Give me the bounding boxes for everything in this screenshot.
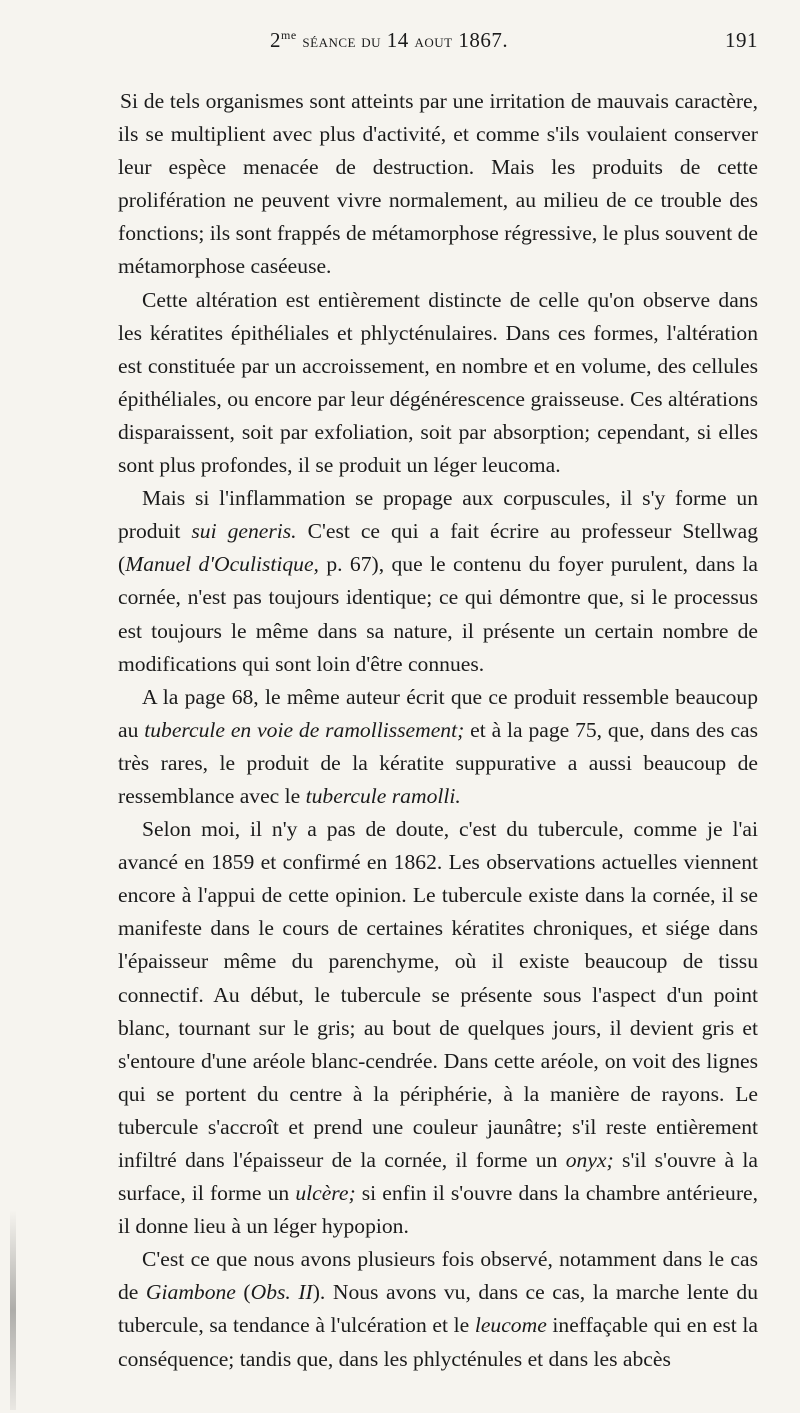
text-run: C'est ce que nous avons plusieurs fois observé, notamment dans le cas de <box>118 1247 758 1305</box>
running-header <box>118 28 758 64</box>
text-run: Cette altération est entièrement distincte de celle qu'on observe dans les kératites épithéliales et phlycténulaires. Dans ces formes, l'altération est constituée par un accroissement, en nombre et en volume, des cellules épithéliales, ou encore par leur dégénérescence graisseuse. Ces altérations disparaissent, soit par exfoliation, soit par absorption; cependant, si elles sont plus profondes, il se produit un léger leucoma. <box>118 287 758 478</box>
text-run: Si de tels organismes sont atteints par une irritation de mauvais caractère, ils se multiplient avec plus d'activité, et comme s'ils voulaient conserver leur espèce menacée de destruction. Mais les produits de cette prolifération ne peuvent vivre normalement, au milieu de ce trouble des fonctions; ils sont frappés de métamorphose régressive, le plus souvent de métamorphose caséeuse. <box>118 89 758 279</box>
session-day: 14 <box>386 28 409 52</box>
italic-text-run: leucome <box>474 1313 547 1338</box>
session-ordinal-suffix: me <box>281 28 297 42</box>
italic-text-run: ulcère; <box>295 1181 356 1206</box>
scan-edge-smudge <box>10 1210 16 1410</box>
text-run: ineffaçable qui en est la conséquence; tandis que, dans les phlycténules et dans les abcès <box>118 1313 758 1371</box>
body-text <box>118 85 758 1376</box>
paragraph <box>118 85 758 284</box>
text-run: Selon moi, il n'y a pas de doute, c'est du tubercule, comme je l'ai avancé en 1859 et confirmé en 1862. Les observations actuelles viennent encore à l'appui de cette opinion. Le tubercule existe dans la cornée, il se manifeste dans le cours de certaines kératites chroniques, et siége dans l'épaisseur même du parenchyme, où il existe beaucoup de tissu connectif. Au début, le tubercule se présente sous l'aspect d'un point blanc, tournant sur le gris; au bout de quelques jours, il devient gris et s'entoure d'une aréole blanc-cendrée. Dans cette aréole, on voit des lignes qui se portent du centre à la périphérie, à la manière de rayons. Le tubercule s'accroît et prend une couleur jaunâtre; s'il reste entièrement infiltré dans l'épaisseur de la cornée, il forme un <box>118 817 758 1172</box>
italic-text-run: Manuel d'Oculistique, <box>125 552 319 577</box>
paragraph <box>118 813 758 1243</box>
page-number: 191 <box>725 28 758 52</box>
session-year: 1867. <box>458 28 509 52</box>
text-run: ). Nous avons vu, dans ce cas, la marche lente du tubercule, sa tendance à l'ulcération et le <box>118 1280 759 1338</box>
session-label: séance du <box>302 31 382 52</box>
text-run: A la page 68, le même auteur écrit que ce produit ressemble beaucoup au <box>118 684 758 742</box>
paragraph <box>118 1243 758 1375</box>
text-run: s'il s'ouvre à la surface, il forme un <box>118 1148 759 1206</box>
text-run: C'est ce qui a fait écrire au professeur Stellwag ( <box>118 519 758 577</box>
paragraph <box>118 681 758 813</box>
text-run: si enfin il s'ouvre dans la chambre antérieure, il donne lieu à un léger hypopion. <box>118 1181 758 1239</box>
italic-text-run: onyx; <box>565 1148 614 1172</box>
book-page <box>118 28 758 1376</box>
text-run: p. 67), que le contenu du foyer purulent, dans la cornée, n'est pas toujours identique; ce qui démontre que, si le processus est toujours le même dans sa nature, il présente un certain nombre de modifications qui sont loin d'être connues. <box>118 552 758 676</box>
italic-text-run: Giambone <box>145 1280 236 1305</box>
session-month: aout <box>414 31 453 52</box>
text-run: et à la page 75, que, dans des cas très rares, le produit de la kératite suppurative a aussi beaucoup de ressemblance avec le <box>118 717 759 808</box>
paragraph <box>118 482 758 681</box>
text-run: Mais si l'inflammation se propage aux corpuscules, il s'y forme un produit <box>118 486 758 544</box>
italic-text-run: tubercule ramolli. <box>305 783 461 808</box>
italic-text-run: Obs. II <box>250 1280 313 1305</box>
paragraph <box>118 284 758 483</box>
running-head-title <box>270 28 508 53</box>
session-number: 2 <box>270 28 281 52</box>
text-run: ( <box>235 1280 251 1305</box>
italic-text-run: sui generis. <box>191 519 297 544</box>
italic-text-run: tubercule en voie de ramollissement; <box>144 717 465 742</box>
